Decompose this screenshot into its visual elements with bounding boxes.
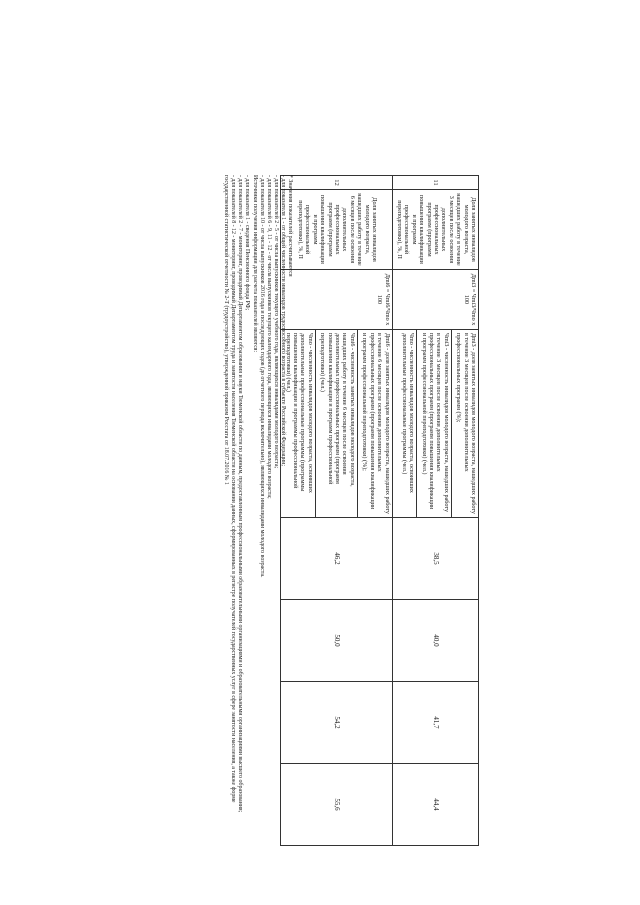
rotated-scanned-page xyxy=(161,175,479,845)
value-cell: 55,6 xyxy=(281,764,392,846)
footnote-line: - для показателя 1 - сведения Пенсионного фонда РФ; xyxy=(244,175,251,311)
value-cell: 41,7 xyxy=(392,682,478,764)
footnote-line: - для показателей 8 - 12 - мониторинг, проводимый Департаментом труда и занятости населения Тюменской области на основании данных, сформированных в регистре получателей государственных услуг в сфере занятости населения, а также форме государственной статистической отчетности № 2-Т (трудоустройство), утвержденной приказом Росстата от 18.07.2016 № 1 xyxy=(223,175,237,803)
footnote-line: Источники получения информации для расчета показателей являются: xyxy=(251,175,258,353)
footnote-line: - для показателей 6 - 9, 11 - 12 - от числа выпускников текущего календарного года, являющихся инвалидами молодого возраста; xyxy=(265,175,272,499)
description-line: Чmo - численность инвалидов молодого возраста, освоивших дополнительные профессиональные программы (программы повышения квалификации и программы профессиональной переподготовки) (чел.) xyxy=(284,333,313,493)
value-cell: 54,2 xyxy=(281,682,392,764)
footnote-line: - для показателя 10 - от числа выпускников 2016 года и последующих годов (до отчетного периода включительно), являющихся инвалидами молодого возраста. xyxy=(258,175,265,578)
row-number: 12 xyxy=(281,176,392,190)
value-cell: 50,0 xyxy=(281,600,392,682)
indicator-formula: Дmi3 = Чmi3/Чmo х 100 xyxy=(392,270,478,330)
description-line: Чmi6 - численность занятых инвалидов молодого возраста, нашедших работу в течение 6 месяцев после освоения дополнительных профессиональных программ (программ повышения квалификации и программ профессиональной переподготовки) (чел.) xyxy=(315,330,357,517)
value-cell: 44,4 xyxy=(392,764,478,846)
indicator-formula: Дmi6 = Чmi6/Чmo х 100 xyxy=(281,270,392,330)
description-line: Дmi6 - доля занятых инвалидов молодого возраста, нашедших работу в течение 6 месяцев после освоения дополнительных профессиональных программ (программ повышения квалификации и программ профессиональной переподготовки) (%); xyxy=(357,330,392,517)
value-cell: 40,0 xyxy=(392,600,478,682)
table-row xyxy=(392,176,478,846)
indicator-name: Доля занятых инвалидов молодого возраста, нашедших работу в течение 6 месяцев после освоения дополнительных профессиональных программ (программ повышения квалификации и программ профессиональной переподготовки), %, П xyxy=(281,190,392,270)
description-line: Чmo - численность инвалидов молодого возраста, освоивших дополнительные профессиональные программы (чел.) xyxy=(400,333,415,493)
table-row xyxy=(281,176,392,846)
description-line: Чmi3 - численность инвалидов молодого возраста, нашедших работу в течение 3 месяцев после освоения дополнительных профессиональных программ (программ повышения квалификации и программ профессиональной переподготовки) (чел.) xyxy=(416,330,451,517)
footnotes xyxy=(222,175,293,845)
footnote-line: * Значения показателей рассчитываются xyxy=(287,175,293,277)
indicator-name: Доля занятых инвалидов молодого возраста, нашедших работу в течение 3 месяцев после освоения дополнительных профессиональных программ (программ повышения квалификации и программ профессиональной переподготовки), %, П xyxy=(392,190,478,270)
formula-description xyxy=(392,330,478,518)
footnote-line: - для показателей 2 - 5 - от числа выпускников текущего учебного года, являющихся инвалидами молодого возраста; xyxy=(272,175,279,469)
value-cell: 46,2 xyxy=(281,518,392,600)
indicators-table xyxy=(280,175,479,846)
row-number: 11 xyxy=(392,176,478,190)
value-cell: 38,5 xyxy=(392,518,478,600)
footnote-line: - для показателя 1 - от общей численности инвалидов трудоспособного возраста в субъекте Российской Федерации; xyxy=(279,175,286,466)
description-line: Дmi3 - доля занятых инвалидов молодого возраста, нашедших работу в течение 3 месяцев после освоения дополнительных профессиональных программ (%); xyxy=(451,330,478,517)
formula-description xyxy=(281,330,392,518)
footnote-line: - для показателей 2 - 7 - мониторинг, проводимый Департаментом образования и науки Тюменской области по данным, предоставленным профессиональными образовательными организациями и образовательными организациями высшего образования; xyxy=(237,175,244,813)
